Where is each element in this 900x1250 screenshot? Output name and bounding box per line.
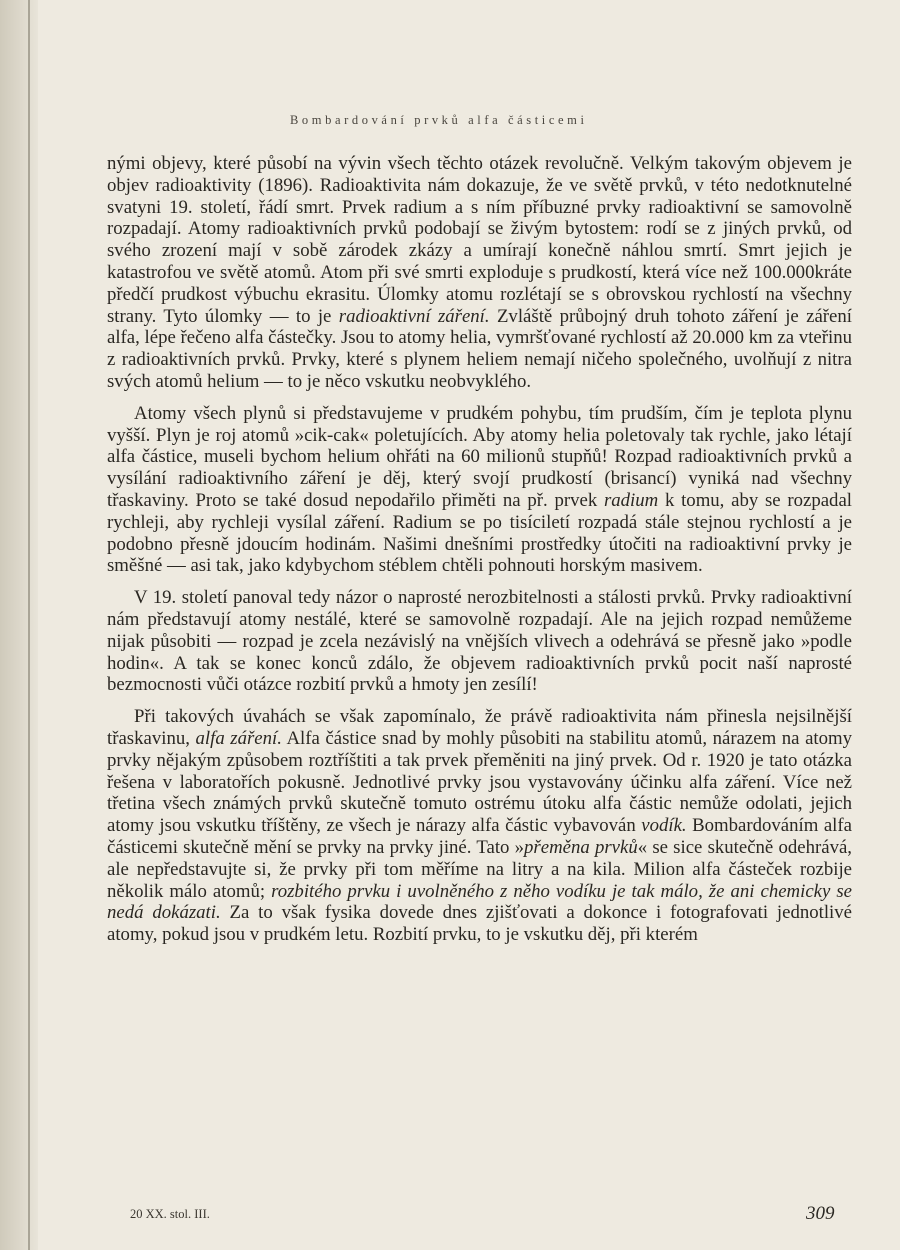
italic-phrase: radioaktivní záření. [338, 305, 490, 327]
text-run: Za to však fysika dovede dnes zjišťovati a dokonce i fotografovati jednotlivé atomy, pokud jsou v prudkém letu. Rozbití prvku, to je vskutku děj, při kterém [107, 902, 853, 946]
text-run: V 19. století panoval tedy názor o naprosté nerozbitelnosti a stálosti prvků. Prvky radioaktivní nám představují atomy nestálé, které se samovolně rozpadají. Ale na jejich rozpad nemůžeme nijak působiti — rozpad je zcela nezávislý na vnějších vlivech a odehrává se přesně jako »podle hodin«. A tak se konec konců zdálo, že objevem radioaktivních prvků pocit naší naprosté bezmocnosti vůči otázce rozbití prvků a hmoty jen zesílí! [107, 587, 852, 696]
italic-phrase: alfa záření. [195, 727, 282, 749]
italic-phrase: radium [603, 489, 659, 511]
paragraph [107, 153, 852, 393]
italic-phrase: přeměna prvků [524, 836, 638, 858]
page-binding-shadow [0, 0, 38, 1250]
italic-phrase: vodík. [641, 815, 687, 837]
text-run: Alfa částice snad by mohly působiti na stabilitu atomů, nárazem na atomy prvky nějakým způsobem roztříštiti a tak prvek přeměniti na jiný prvek. Od r. 1920 je tato otázka řešena v laboratořích pokusně. Jednotlivé prvky jsou vystavovány účinku alfa záření. Více než třetina všech známých prvků skutečně tomuto ostrému útoku alfa částic nemůže odolati, jejich atomy jsou vskutku tříštěny, ze všech je nárazy alfa částic vybavován [107, 727, 853, 837]
footer-signature: 20 XX. stol. III. [130, 1207, 210, 1221]
text-run: Při takových úvahách se však zapomínalo, že právě radioaktivita nám přinesla nejsilnější třaskavinu, [107, 706, 852, 749]
text-run: « se sice skutečně odehrává, ale nepředstavujte si, že prvky při tom měříme na litry a na kila. Milion alfa částeček rozbije několik málo atomů; [107, 836, 852, 902]
text-run: Atomy všech plynů si představujeme v prudkém pohybu, tím prudším, čím je teplota plynu vyšší. Plyn je roj atomů »cik-cak« poletujících. Aby atomy helia poletovaly tak rychle, jako létají alfa částice, museli bychom helium ohřáti na 60 milionů stupňů! Rozpad radioaktivních prvků a vysílání radioaktivního záření je děj, který svojí prudkostí (brisancí) vyniká nad všechny třaskaviny. Proto se také dosud nepodařilo přiměti na př. prvek [107, 402, 852, 511]
italic-phrase: rozbitého prvku i uvolněného z něho vodíku je tak málo, že ani chemicky se nedá dokázati. [107, 880, 852, 924]
text-run: k tomu, aby se rozpadal rychleji, aby rychleji vysílal záření. Radium se po tisíciletí rozpadá stále stejnou rychlostí a je podobno přesně jdoucím hodinám. Našimi dnešními prostředky útočiti na radioaktivní prvky je směšné — asi tak, jako kdybychom stéblem chtěli pohnouti horským masivem. [107, 489, 853, 577]
body-text [107, 153, 852, 946]
binding-edge-line [28, 0, 30, 1250]
paragraph [107, 403, 852, 577]
paragraph [107, 587, 852, 696]
text-run: Bombardováním alfa částicemi skutečně mění se prvky na prvky jiné. Tato » [107, 815, 852, 858]
page-number: 309 [806, 1203, 835, 1224]
running-header: Bombardování prvků alfa částicemi [290, 113, 588, 127]
paragraph [107, 706, 852, 946]
text-run: Zvláště průbojný druh tohoto záření je záření alfa, lépe řečeno alfa částečky. Jsou to atomy helia, vymršťované rychlostí až 20.000 km za vteřinu z radioaktivních prvků. Prvky, které s plynem heliem nemají ničeho společného, uvolňují z nitra svých atomů helium — to je něco vskutku neobvyklého. [107, 305, 853, 392]
text-run: nými objevy, které působí na vývin všech těchto otázek revolučně. Velkým takovým objevem je objev radioaktivity (1896). Radioaktivita nám dokazuje, že ve světě prvků, v této nedotknutelné svatyni 19. století, řádí smrt. Prvek radium a s ním příbuzné prvky radioaktivní se samovolně rozpadají. Atomy radioaktivních prvků podobají se živým bytostem: rodí se z jiných prvků, od svého zrození mají v sobě zárodek zkázy a umírají konečně náhlou smrtí. Smrt jejich je katastrofou ve světě atomů. Atom při své smrti exploduje s prudkostí, která více než 100.000kráte předčí prudkost výbuchu ekrasitu. Úlomky atomu rozlétají se s obrovskou rychlostí na všechny strany. Tyto úlomky — to je [107, 153, 852, 327]
